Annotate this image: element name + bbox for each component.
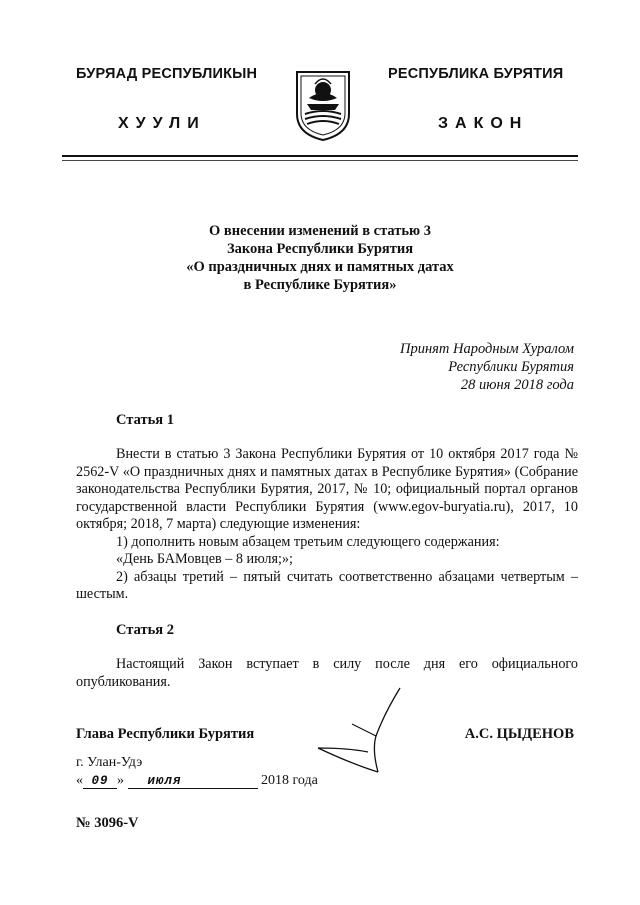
article-1-heading: Статья 1 (116, 412, 174, 428)
signing-date (76, 773, 318, 789)
header-left-word: ХУУЛИ (118, 115, 206, 132)
law-title (120, 222, 520, 294)
article-1-item-1: 1) дополнить новым абзацем третьим следующего содержания: (116, 533, 500, 550)
adoption-line: 28 июня 2018 года (460, 377, 574, 393)
law-number: № 3096-V (76, 815, 139, 831)
adoption-line: Принят Народным Хуралом (399, 341, 574, 357)
article-1-paragraph: Внести в статью 3 Закона Республики Бурятия от 10 октября 2017 года № 2562-V «О праздничных днях и памятных датах в Республике Бурятия» (Собрание законодательства Республики Бурятия, 2017, № 10; официальный портал органов государственной власти Республики Бурятия (www.egov-buryatia.ru), 2017, 10 октября; 2018, 7 марта) следующие изменения: (76, 446, 578, 532)
adoption-line: Республики Бурятия (448, 359, 574, 375)
law-title-line: «О праздничных днях и памятных датах (186, 259, 454, 275)
handwritten-signature (312, 684, 412, 780)
article-1-body (76, 446, 578, 604)
article-1-item-2: 2) абзацы третий – пятый считать соответственно абзацами четвертым – шестым. (76, 568, 578, 602)
quote-open: « (76, 773, 83, 788)
signatory-name: А.С. ЦЫДЕНОВ (464, 726, 574, 742)
signatory-position: Глава Республики Бурятия (76, 726, 255, 742)
adoption-note (400, 340, 574, 394)
city: г. Улан-Удэ (76, 755, 143, 770)
date-month: июля (128, 774, 258, 789)
date-day: 09 (83, 774, 117, 789)
quote-close: » (117, 773, 124, 788)
article-2-heading: Статья 2 (116, 622, 174, 638)
law-title-line: Закона Республики Бурятия (226, 241, 414, 257)
coat-of-arms-icon (293, 70, 353, 142)
article-2-paragraph: Настоящий Закон вступает в силу после дня его официального опубликования. (76, 656, 578, 690)
header-rule-thin (62, 160, 578, 161)
date-year: 2018 года (261, 773, 318, 788)
header-right-word: ЗАКОН (438, 115, 529, 132)
law-title-line: О внесении изменений в статью 3 (208, 223, 432, 239)
header-rule (62, 155, 578, 157)
law-title-line: в Республике Бурятия» (243, 277, 397, 293)
header-left-title: БУРЯАД РЕСПУБЛИКЫН (76, 66, 258, 82)
header-right-title: РЕСПУБЛИКА БУРЯТИЯ (388, 66, 564, 82)
article-1-quote: «День БАМовцев – 8 июля;»; (116, 551, 293, 567)
